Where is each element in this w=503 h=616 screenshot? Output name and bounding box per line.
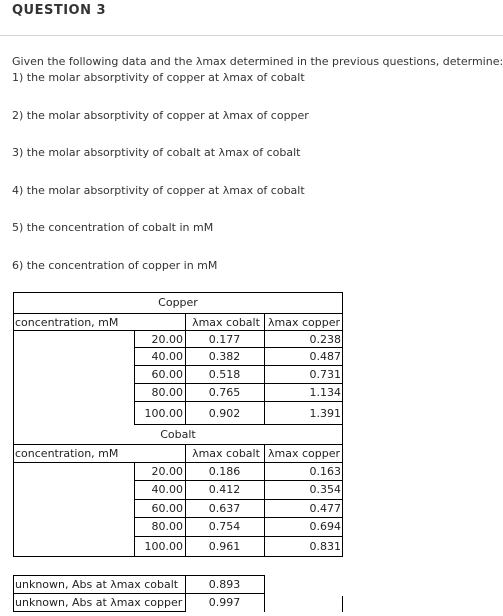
question-item-6: 6) the concentration of copper in mM [12,259,218,272]
question-item-2: 2) the molar absorptivity of copper at λmax of copper [12,109,309,122]
unknown-value-copper: 0.997 [208,596,241,609]
copper-abs-cobalt-3: 0.518 [208,368,241,381]
cobalt-abs-copper-3: 0.477 [309,502,341,515]
unknown-right-tick [342,596,343,612]
copper-conc-3: 60.00 [151,368,183,381]
cobalt-conc-1: 20.00 [151,465,183,478]
question-title: QUESTION 3 [12,3,107,18]
question-intro: Given the following data and the λmax determined in the previous questions, determine: [12,55,503,68]
copper-conc-5: 100.00 [144,407,183,420]
cobalt-abs-copper-5: 0.831 [309,540,341,553]
cobalt-col0-header: concentration, mM [15,447,119,460]
unknown-label-cobalt: unknown, Abs at λmax cobalt [15,578,179,591]
copper-col0-header: concentration, mM [15,316,119,329]
copper-abs-cobalt-4: 0.765 [208,386,241,399]
copper-title: Copper [158,296,198,309]
cobalt-abs-copper-1: 0.163 [309,465,341,478]
cobalt-title: Cobalt [160,428,196,441]
cobalt-conc-4: 80.00 [151,520,183,533]
cobalt-abs-copper-2: 0.354 [309,483,341,496]
cobalt-col2-header: λmax copper [267,447,340,460]
copper-abs-copper-2: 0.487 [309,350,341,363]
copper-abs-cobalt-1: 0.177 [208,333,241,346]
copper-col1-header: λmax cobalt [192,316,260,329]
cobalt-conc-3: 60.00 [151,502,183,515]
cobalt-abs-cobalt-4: 0.754 [208,520,241,533]
copper-abs-copper-4: 1.134 [309,386,341,399]
cobalt-abs-cobalt-1: 0.186 [208,465,241,478]
cobalt-abs-cobalt-5: 0.961 [208,540,241,553]
cobalt-col1-header: λmax cobalt [192,447,260,460]
cobalt-abs-cobalt-3: 0.637 [208,502,241,515]
copper-col2-header: λmax copper [267,316,340,329]
question-item-3: 3) the molar absorptivity of cobalt at λmax of cobalt [12,146,301,159]
cobalt-abs-cobalt-2: 0.412 [208,483,241,496]
cobalt-conc-2: 40.00 [151,483,183,496]
cobalt-abs-copper-4: 0.694 [309,520,341,533]
copper-conc-1: 20.00 [151,333,183,346]
unknown-value-cobalt: 0.893 [208,578,241,591]
copper-conc-4: 80.00 [151,386,183,399]
copper-abs-cobalt-2: 0.382 [208,350,241,363]
copper-abs-copper-5: 1.391 [309,407,341,420]
copper-hline-5 [134,424,343,425]
copper-abs-copper-1: 0.238 [309,333,341,346]
copper-hline-4 [134,401,343,402]
cobalt-hline-4 [134,536,343,537]
title-divider [0,35,503,36]
copper-conc-2: 40.00 [151,350,183,363]
question-item-4: 4) the molar absorptivity of copper at λmax of cobalt [12,184,305,197]
unknown-value-right-line [264,575,265,612]
question-item-1: 1) the molar absorptivity of copper at λmax of cobalt [12,71,305,84]
unknown-label-copper: unknown, Abs at λmax copper [15,596,183,609]
question-item-5: 5) the concentration of cobalt in mM [12,221,214,234]
copper-abs-cobalt-5: 0.902 [208,407,241,420]
copper-abs-copper-3: 0.731 [309,368,341,381]
cobalt-conc-5: 100.00 [144,540,183,553]
